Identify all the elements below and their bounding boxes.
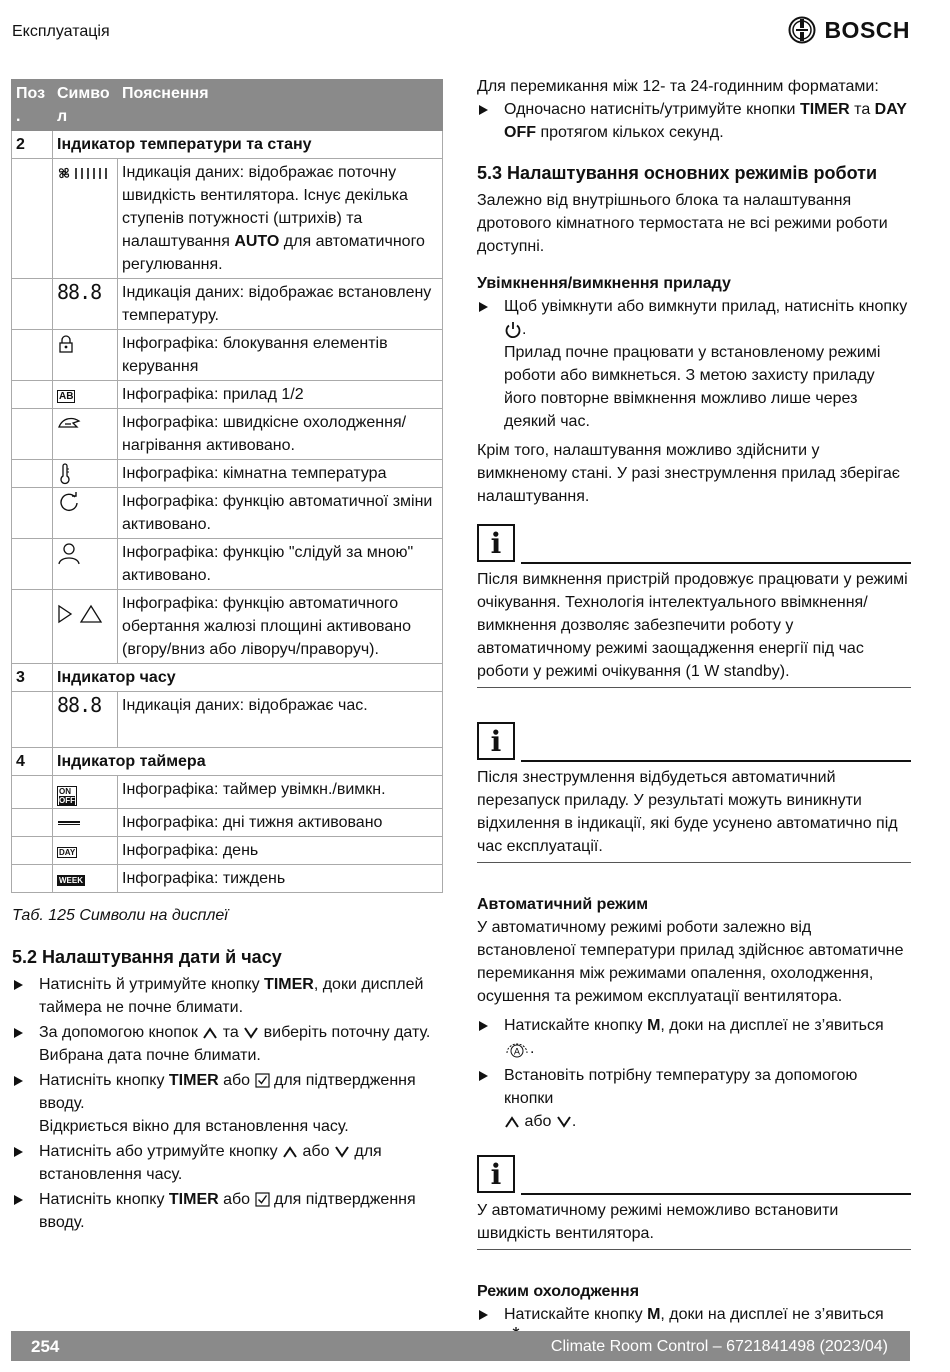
info-icon: i [477, 524, 515, 562]
chevron-down-icon [243, 1026, 259, 1040]
section-5-2 [12, 946, 432, 1234]
thermometer-icon [53, 460, 118, 488]
table-row [12, 159, 443, 279]
page-footer [11, 1331, 910, 1361]
table-row [12, 539, 443, 590]
table-row [12, 590, 443, 664]
table-row [12, 809, 443, 837]
group-title: Індикатор таймера [53, 748, 443, 776]
on-off-icon: ON OFF [53, 776, 118, 809]
week-icon: WEEK [53, 865, 118, 893]
paragraph: У автоматичному режимі роботи залежно від встановленої температури прилад здійснює автоматичне перемикання між режимами опалення, охолодження, осушення та режимом експлуатації вентилятора. [477, 919, 904, 1005]
power-icon [504, 321, 522, 339]
table-row [12, 381, 443, 409]
fan-speed-icon [53, 159, 118, 279]
list-item: Натисніть кнопку TIMER або для підтвердження вводу. Відкриється вікно для встановлення часу. [12, 1069, 432, 1138]
subheading: Режим охолодження [477, 1283, 640, 1300]
table-row [12, 865, 443, 893]
weekdays-icon [53, 809, 118, 837]
list-item: Натисніть кнопку TIMER або для підтвердження вводу. [12, 1188, 432, 1234]
list-item: За допомогою кнопок та виберіть поточну дату. Вибрана дата почне блимати. [12, 1021, 432, 1067]
info-icon: i [477, 1155, 515, 1193]
group-pos: 3 [12, 664, 53, 692]
info-note: У автоматичному режимі неможливо встановити швидкість вентилятора. [477, 1195, 911, 1250]
turbo-icon [53, 409, 118, 460]
subheading: Автоматичний режим [477, 896, 649, 913]
right-column [477, 75, 911, 1350]
list-item: Натисніть й утримуйте кнопку TIMER, доки дисплей таймера не почне блимати. [12, 973, 432, 1019]
group-title: Індикатор температури та стану [53, 131, 443, 159]
list-item: Натисніть або утримуйте кнопку або для встановлення часу. [12, 1140, 432, 1186]
paragraph: Крім того, налаштування можливо здійснити у вимкненому стані. У разі знеструмлення прилад зберігає налаштування. [477, 442, 900, 505]
group-title: Індикатор часу [53, 664, 443, 692]
table-row [12, 776, 443, 809]
group-row [12, 748, 443, 776]
row-explanation: Інфографіка: тиждень [118, 865, 443, 893]
group-row [12, 131, 443, 159]
paragraph: Для перемикання між 12- та 24-годинним форматами: [477, 78, 879, 95]
row-explanation: Інфографіка: таймер увімкн./вимкн. [118, 776, 443, 809]
table-caption: Таб. 125 Символи на дисплеї [12, 907, 228, 924]
day-icon: DAY [53, 837, 118, 865]
row-explanation: Індикація даних: відображає встановлену температуру. [118, 279, 443, 330]
chevron-down-icon [334, 1145, 350, 1159]
group-pos: 2 [12, 131, 53, 159]
running-header: Експлуатація [12, 23, 110, 40]
info-icon: i [477, 722, 515, 760]
lock-icon [53, 330, 118, 381]
section-title: 5.3 Налаштування основних режимів роботи [477, 163, 878, 183]
person-icon [53, 539, 118, 590]
subheading: Увімкнення/вимкнення приладу [477, 275, 731, 292]
list-item: Натискайте кнопку M, доки на дисплеї не з’явиться [477, 1303, 911, 1350]
bosch-armature-icon [788, 16, 816, 44]
list-item: Одночасно натисніть/утримуйте кнопки TIMER та DAY OFF протягом кількох секунд. [477, 98, 911, 144]
table-row [12, 279, 443, 330]
table-row [12, 488, 443, 539]
row-explanation: Інфографіка: блокування елементів керування [118, 330, 443, 381]
info-header [477, 524, 911, 564]
ab-icon: AB [53, 381, 118, 409]
info-header [477, 722, 911, 762]
chevron-up-icon [202, 1026, 218, 1040]
info-header [477, 1155, 911, 1195]
col-header-symbol: Симво л [53, 80, 118, 131]
auto-change-icon [53, 488, 118, 539]
symbols-table [11, 79, 443, 893]
row-explanation: Інфографіка: день [118, 837, 443, 865]
paragraph: Залежно від внутрішнього блока та налаштування дротового кімнатного термостата не всі режими роботи доступні. [477, 192, 888, 255]
list-item: Встановіть потрібну температуру за допомогою кнопки або . [477, 1064, 911, 1133]
group-row [12, 664, 443, 692]
checkbox-icon [255, 1073, 270, 1088]
row-explanation: Інфографіка: функцію "слідуй за мною" активовано. [118, 539, 443, 590]
info-note: Після вимкнення пристрій продовжує працювати у режимі очікування. Технологія інтелектуального ввімкнення/ вимкнення дозволяє забезпечити роботу у автоматичному режимі заощадження енергії під час роботи у режимі очікування (1 W standby). [477, 564, 911, 688]
row-explanation: Інфографіка: прилад 1/2 [118, 381, 443, 409]
table-header-row [12, 80, 443, 131]
bosch-logo [788, 16, 910, 44]
document-id: Climate Room Control – 6721841498 (2023/04) [550, 1337, 888, 1355]
svg-text:A: A [513, 1047, 521, 1058]
row-explanation: Інфографіка: дні тижня активовано [118, 809, 443, 837]
list-item: Натискайте кнопку M, доки на дисплеї не з’явиться A . [477, 1014, 911, 1060]
brand-name: BOSCH [824, 16, 910, 43]
table-row [12, 460, 443, 488]
row-explanation: Інфографіка: функцію автоматичної зміни активовано. [118, 488, 443, 539]
group-pos: 4 [12, 748, 53, 776]
row-explanation: Інфографіка: функцію автоматичного обертання жалюзі площині активовано (вгору/вниз або ліворуч/праворуч). [118, 590, 443, 664]
checkbox-icon [255, 1192, 270, 1207]
row-explanation: Індикація даних: відображає час. [118, 692, 443, 748]
list-item: Щоб увімкнути або вимкнути прилад, натисніть кнопку . Прилад почне працювати у встановленому режимі роботи або вимкнеться. З метою захисту приладу його повторне ввімкнення можливо лише через деякий час. [477, 295, 911, 433]
page-number: 254 [31, 1336, 60, 1356]
info-note: Після знеструмлення відбудеться автоматичний перезапуск приладу. У результаті можуть виникнути відхилення в індикації, які буде усунено автоматично під час експлуатації. [477, 762, 911, 863]
chevron-up-icon [504, 1115, 520, 1129]
chevron-down-icon [556, 1115, 572, 1129]
swing-icon [53, 590, 118, 664]
row-explanation: Індикація даних: відображає поточну швидкість вентилятора. Існує декілька ступенів потужності (штрихів) та налаштування AUTO для автоматичного регулювання. [118, 159, 443, 279]
table-row [12, 409, 443, 460]
time-digits-icon: 88.8 [53, 692, 118, 748]
table-row [12, 330, 443, 381]
table-row [12, 692, 443, 748]
col-header-explanation: Пояснення [118, 80, 443, 131]
table-row [12, 837, 443, 865]
row-explanation: Інфографіка: кімнатна температура [118, 460, 443, 488]
auto-mode-icon [504, 1040, 530, 1058]
row-explanation: Інфографіка: швидкісне охолодження/ нагрівання активовано. [118, 409, 443, 460]
section-title: 5.2 Налаштування дати й часу [12, 947, 282, 967]
col-header-pos: Поз . [12, 80, 53, 131]
chevron-up-icon [282, 1145, 298, 1159]
temperature-digits-icon: 88.8 [53, 279, 118, 330]
